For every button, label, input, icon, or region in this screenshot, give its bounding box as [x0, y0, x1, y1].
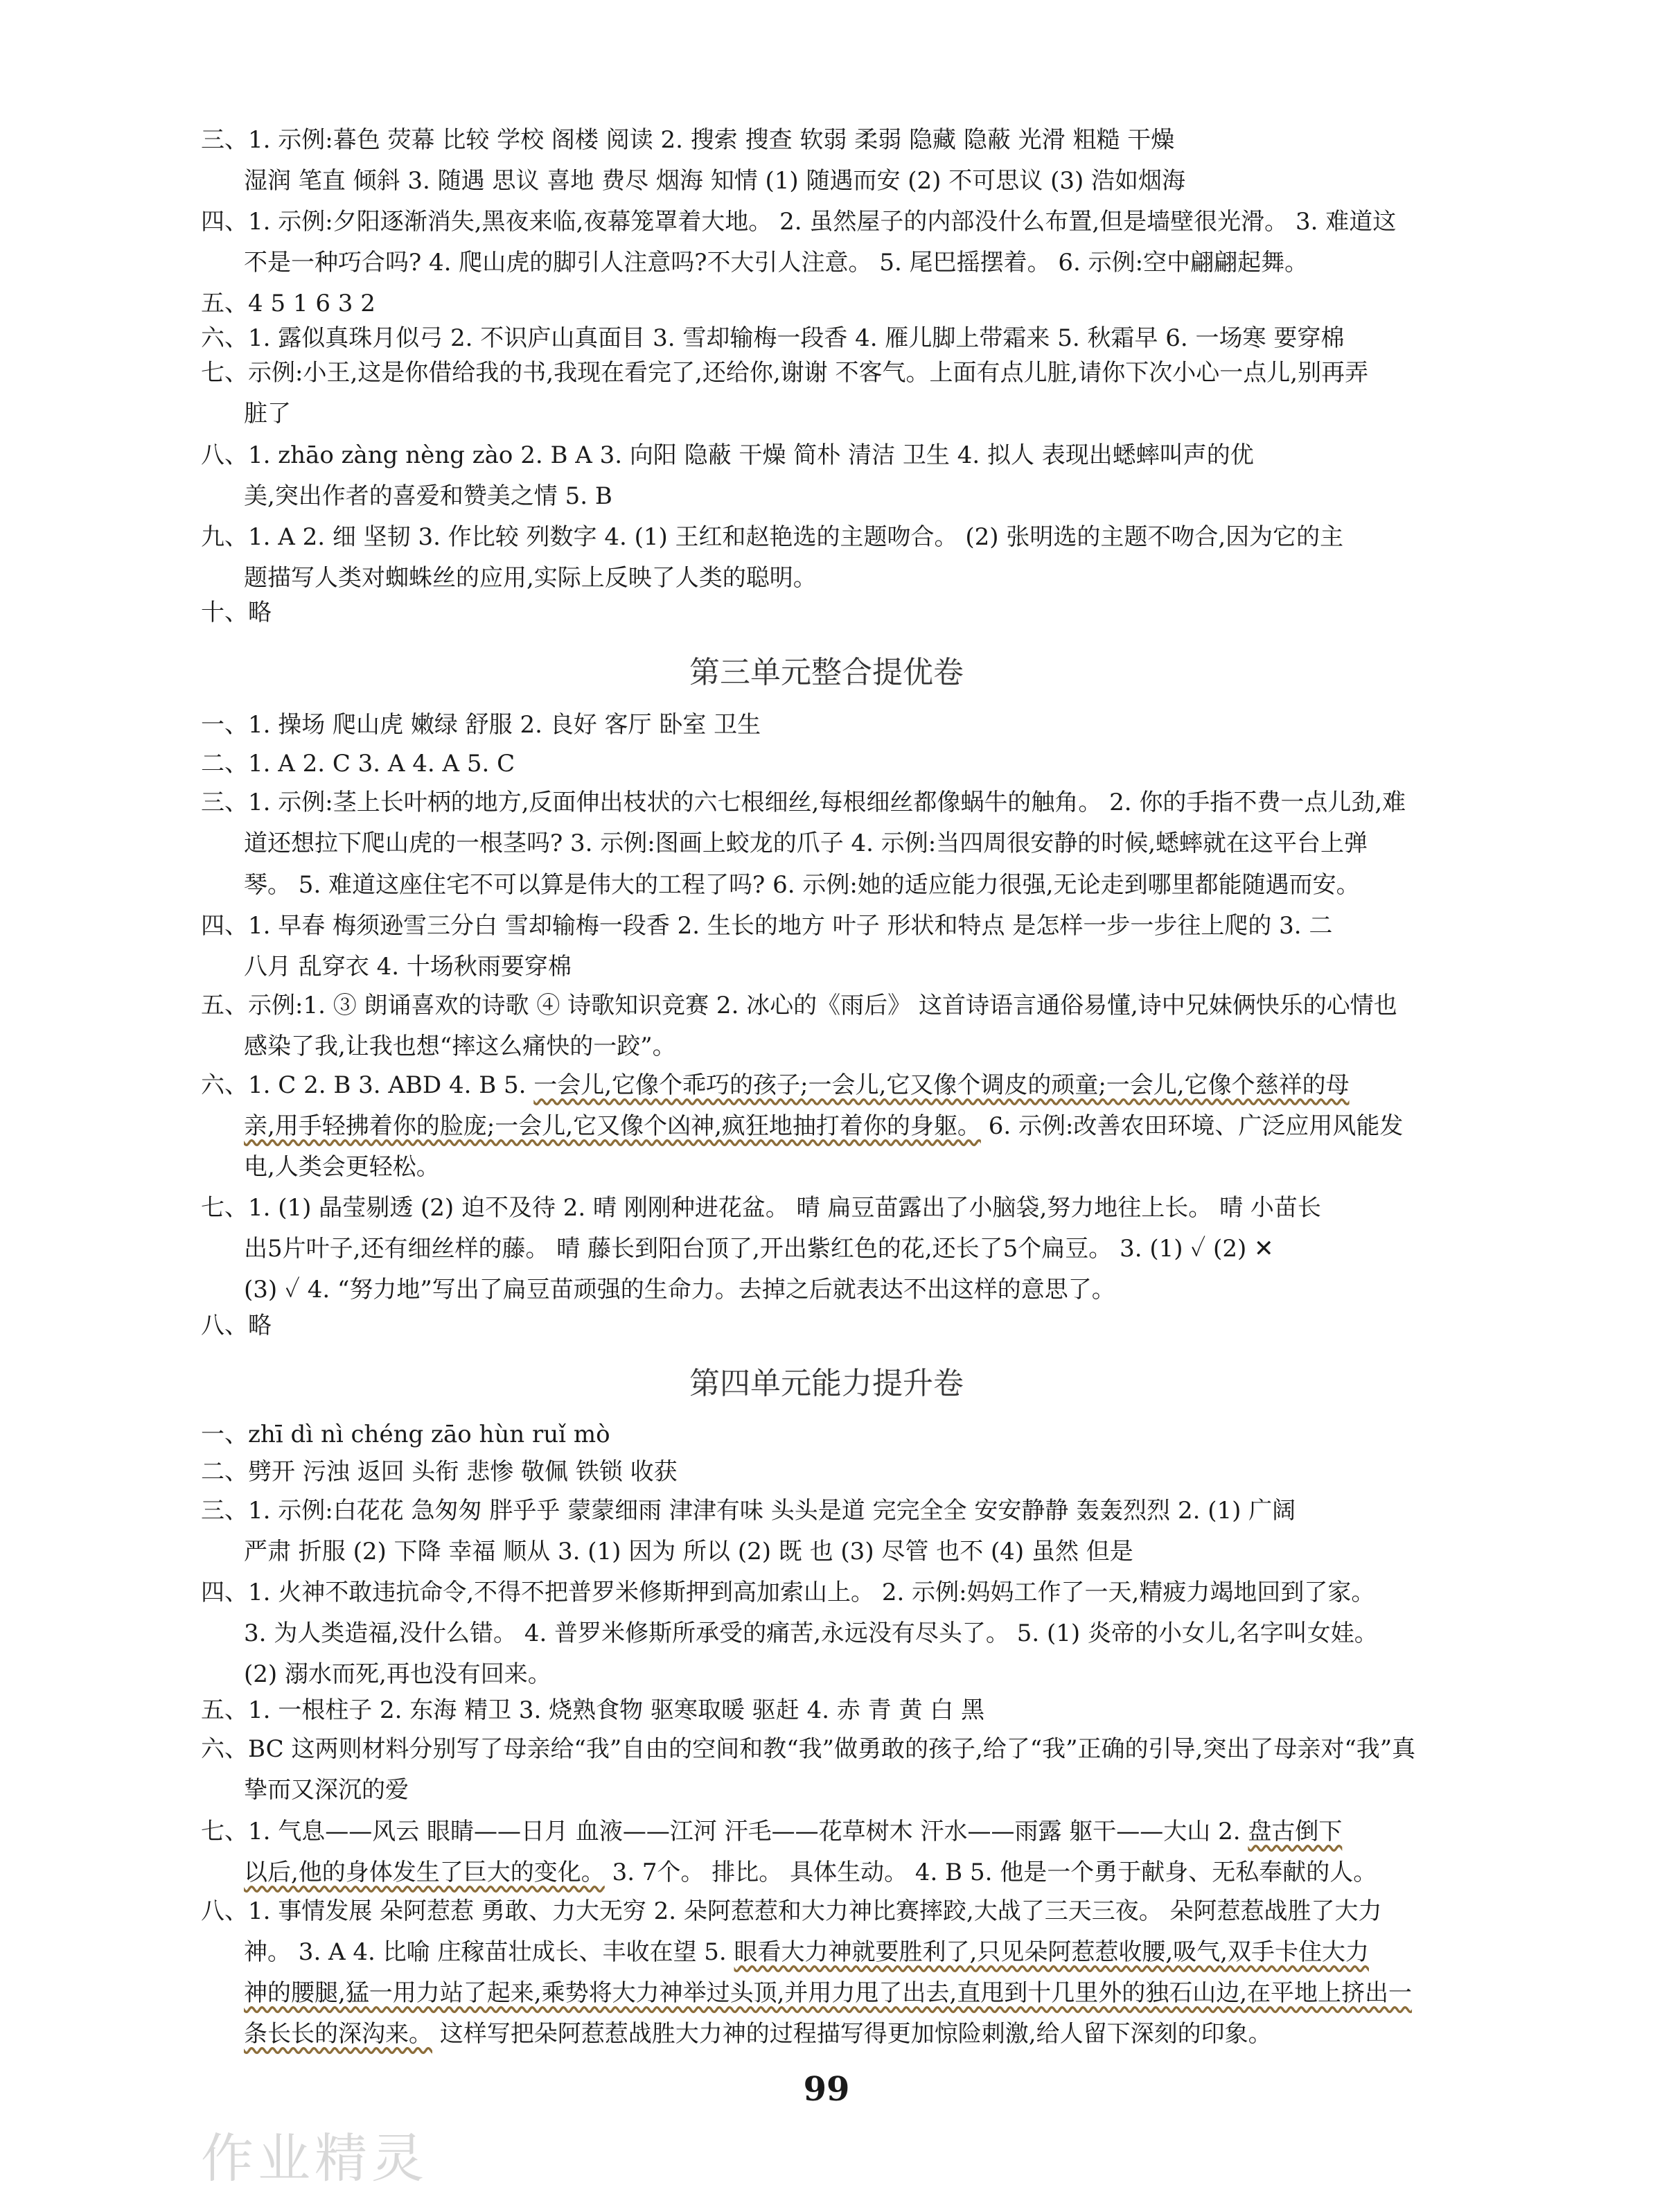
wavy-underlined-answer: 亲,用手轻拂着你的脸庞;一会儿,它又像个凶神,疯狂地抽打着你的身躯。	[244, 1112, 981, 1140]
text-line	[201, 1811, 1517, 1852]
text-line	[244, 2013, 1519, 2055]
text-line: 四、1. 示例:夕阳逐渐消失,黑夜来临,夜幕笼罩着大地。 2. 虽然屋子的内部没什么布置,但是墙壁很光滑。 3. 难道这	[201, 208, 1397, 236]
text-line: 脏了	[244, 400, 291, 428]
text-line: 道还想拉下爬山虎的一根茎吗? 3. 示例:图画上蛟龙的爪子 4. 示例:当四周很安静的时候,蟋蟀就在这平台上弹	[244, 830, 1368, 857]
wavy-underlined-answer: 条长长的深沟来。	[244, 2020, 432, 2048]
answer-text: 3. 7个。 排比。 具体生动。 4. B 5. 他是一个勇于献身、无私奉献的人。	[604, 1859, 1377, 1886]
answer-text: 神。 3. A 4. 比喻 庄稼苗壮成长、丰收在望 5.	[244, 1938, 734, 1966]
text-line: 七、示例:小王,这是你借给我的书,我现在看完了,还给你,谢谢 不客气。上面有点儿脏,请你下次小心一点儿,别再弄	[201, 359, 1369, 387]
text-line: 八、1. 事情发展 朵阿惹惹 勇敢、力大无穷 2. 朵阿惹惹和大力神比赛摔跤,大战了三天三夜。 朵阿惹惹战胜了大力	[201, 1897, 1382, 1925]
text-line: 四、1. 火神不敢违抗命令,不得不把普罗米修斯押到高加索山上。 2. 示例:妈妈工作了一天,精疲力竭地回到了家。	[201, 1579, 1375, 1606]
answer-text: 七、1. 气息——风云 眼睛——日月 血液——江河 汗毛——花草树木 汗水——雨露 躯干——大山 2.	[201, 1818, 1248, 1845]
text-line: 三、1. 示例:白花花 急匆匆 胖乎乎 蒙蒙细雨 津津有味 头头是道 完完全全 安安静静 轰轰烈烈 2. (1) 广阔	[201, 1497, 1296, 1525]
text-line: 六、BC 这两则材料分别写了母亲给“我”自由的空间和教“我”做勇敢的孩子,给了“我”正确的引导,突出了母亲对“我”真	[201, 1735, 1416, 1763]
text-line: 六、1. 露似真珠月似弓 2. 不识庐山真面目 3. 雪却输梅一段香 4. 雁儿脚上带霜来 5. 秋霜早 6. 一场寒 要穿棉	[201, 324, 1345, 352]
text-line: 五、示例:1. ③ 朗诵喜欢的诗歌 ④ 诗歌知识竞赛 2. 冰心的《雨后》 这首诗语言通俗易懂,诗中兄妹俩快乐的心情也	[201, 992, 1397, 1019]
text-line: 四、1. 早春 梅须逊雪三分白 雪却输梅一段香 2. 生长的地方 叶子 形状和特点 是怎样一步一步往上爬的 3. 二	[201, 912, 1333, 940]
text-line: (3) ✓ 4. “努力地”写出了扁豆苗顽强的生命力。去掉之后就表达不出这样的意思了。	[244, 1276, 1115, 1304]
text-line: 八、1. zhāo zàng nèng zào 2. B A 3. 向阳 隐蔽 干燥 简朴 清洁 卫生 4. 拟人 表现出蟋蟀叫声的优	[201, 441, 1254, 469]
wavy-underlined-answer: 以后,他的身体发生了巨大的变化。	[244, 1859, 605, 1886]
text-line: 感染了我,让我也想“摔这么痛快的一跤”。	[244, 1033, 676, 1060]
text-line: 美,突出作者的喜爱和赞美之情 5. B	[244, 482, 612, 510]
text-line: 严肃 折服 (2) 下降 幸福 顺从 3. (1) 因为 所以 (2) 既 也 (3) 尽管 也不 (4) 虽然 但是	[244, 1538, 1133, 1565]
text-line: 三、1. 示例:茎上长叶柄的地方,反面伸出枝状的六七根细丝,每根细丝都像蜗牛的触角。 2. 你的手指不费一点儿劲,难	[201, 789, 1406, 816]
text-line: 二、劈开 污浊 返回 头衔 悲惨 敬佩 铁锁 收获	[201, 1458, 678, 1486]
text-line	[244, 1972, 1519, 2014]
text-line: 电,人类会更轻松。	[244, 1153, 440, 1181]
watermark: 作业精灵	[201, 2127, 428, 2189]
text-line: 出5片叶子,还有细丝样的藤。 晴 藤长到阳台顶了,开出紫红色的花,还长了5个扁豆。 3. (1) ✓ (2) ✕	[244, 1235, 1274, 1263]
text-line: 五、4 5 1 6 3 2	[201, 290, 375, 317]
text-line: 一、1. 操场 爬山虎 嫩绿 舒服 2. 良好 客厅 卧室 卫生	[201, 711, 761, 739]
page-number: 99	[803, 2070, 850, 2109]
section-heading: 第四单元能力提升卷	[689, 1366, 964, 1401]
text-line: 一、zhī dì nì chéng zāo hùn ruǐ mò	[201, 1421, 610, 1448]
text-line: 七、1. (1) 晶莹剔透 (2) 迫不及待 2. 晴 刚刚种进花盆。 晴 扁豆苗露出了小脑袋,努力地往上长。 晴 小苗长	[201, 1194, 1321, 1222]
text-line: 题描写人类对蜘蛛丝的应用,实际上反映了人类的聪明。	[244, 564, 817, 592]
answer-text: 6. 示例:改善农田环境、广泛应用风能发	[980, 1112, 1404, 1140]
text-line: (2) 溺水而死,再也没有回来。	[244, 1660, 551, 1688]
wavy-underlined-answer: 眼看大力神就要胜利了,只见朵阿惹惹收腰,吸气,双手卡住大力	[734, 1938, 1369, 1966]
text-line: 十、略	[201, 599, 272, 626]
section-heading: 第三单元整合提优卷	[689, 655, 964, 690]
text-line: 八月 乱穿衣 4. 十场秋雨要穿棉	[244, 953, 572, 981]
text-line: 五、1. 一根柱子 2. 东海 精卫 3. 烧熟食物 驱寒取暖 驱赶 4. 赤 青 黄 白 黑	[201, 1696, 985, 1724]
text-line	[244, 1105, 1519, 1147]
text-line: 九、1. A 2. 细 坚韧 3. 作比较 列数字 4. (1) 王红和赵艳选的主题吻合。 (2) 张明选的主题不吻合,因为它的主	[201, 523, 1344, 551]
text-line	[244, 1852, 1519, 1893]
text-line: 挚而又深沉的爱	[244, 1776, 409, 1804]
text-line	[244, 1931, 1519, 1973]
text-line: 三、1. 示例:暮色 荧幕 比较 学校 阁楼 阅读 2. 搜索 搜查 软弱 柔弱 隐藏 隐蔽 光滑 粗糙 干燥	[201, 126, 1175, 154]
text-line: 二、1. A 2. C 3. A 4. A 5. C	[201, 750, 515, 778]
text-line: 不是一种巧合吗? 4. 爬山虎的脚引人注意吗?不大引人注意。 5. 尾巴摇摆着。 6. 示例:空中翩翩起舞。	[244, 249, 1309, 276]
text-line: 3. 为人类造福,没什么错。 4. 普罗米修斯所承受的痛苦,永远没有尽头了。 5. (1) 炎帝的小女儿,名字叫女娃。	[244, 1620, 1378, 1647]
wavy-underlined-answer: 盘古倒下	[1248, 1818, 1343, 1845]
text-line: 湿润 笔直 倾斜 3. 随遇 思议 喜地 费尽 烟海 知情 (1) 随遇而安 (2) 不可思议 (3) 浩如烟海	[244, 167, 1186, 195]
answer-text: 这样写把朵阿惹惹战胜大力神的过程描写得更加惊险刺激,给人留下深刻的印象。	[432, 2020, 1272, 2048]
text-line	[201, 1064, 1517, 1106]
wavy-underlined-answer: 神的腰腿,猛一用力站了起来,乘势将大力神举过头顶,并用力甩了出去,直甩到十几里外的独石山边,在平地上挤出一	[244, 1979, 1413, 2007]
wavy-underlined-answer: 一会儿,它像个乖巧的孩子;一会儿,它又像个调皮的顽童;一会儿,它像个慈祥的母	[533, 1071, 1350, 1099]
text-line: 八、略	[201, 1312, 272, 1340]
answer-text: 六、1. C 2. B 3. ABD 4. B 5.	[201, 1071, 534, 1099]
text-line: 琴。 5. 难道这座住宅不可以算是伟大的工程了吗? 6. 示例:她的适应能力很强,无论走到哪里都能随遇而安。	[244, 871, 1360, 899]
